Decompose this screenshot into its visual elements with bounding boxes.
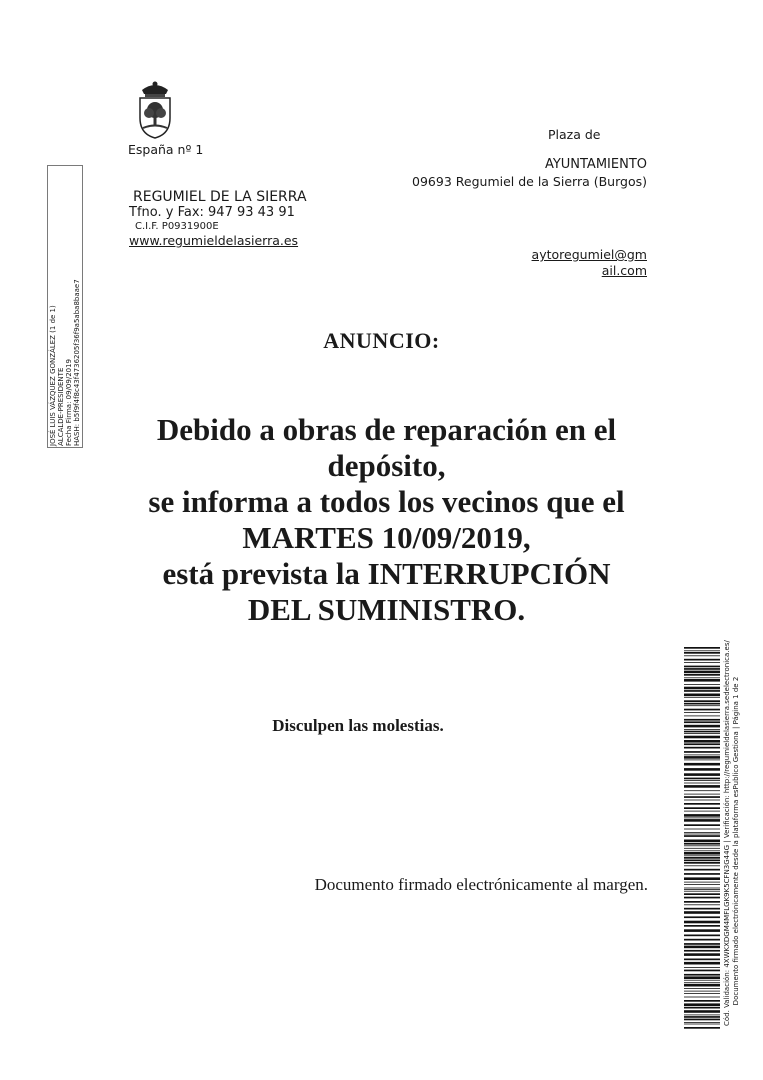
cif-number: C.I.F. P0931900E xyxy=(135,221,219,232)
body-line: Debido a obras de reparación en el xyxy=(156,412,617,447)
phone-fax: Tfno. y Fax: 947 93 43 91 xyxy=(129,205,295,220)
email-part-1: aytoregumiel@gm xyxy=(531,247,647,262)
announcement-body xyxy=(110,412,663,628)
barcode-icon xyxy=(684,647,720,1029)
validation-info xyxy=(723,640,741,1026)
signer-name: JOSÉ LUIS VÁZQUEZ GONZÁLEZ (1 de 1) xyxy=(49,305,57,446)
body-line: depósito, xyxy=(327,448,446,483)
street-address: España nº 1 xyxy=(128,142,204,157)
body-line: MARTES 10/09/2019, xyxy=(242,520,531,555)
signer-role: ALCALDE-PRESIDENTE xyxy=(57,367,65,446)
body-line: DEL SUMINISTRO. xyxy=(247,592,526,627)
body-line: se informa a todos los vecinos que el xyxy=(148,484,625,519)
postal-address: 09693 Regumiel de la Sierra (Burgos) xyxy=(412,174,647,189)
municipality-name: REGUMIEL DE LA SIERRA xyxy=(133,189,307,205)
body-line: está prevista la INTERRUPCIÓN xyxy=(162,556,611,591)
signature-hash: HASH: b5f9f4f8c43f4736205f36f9a5aba8baae7 xyxy=(73,279,81,446)
announcement-heading: ANUNCIO: xyxy=(323,328,440,353)
signature-details xyxy=(49,166,81,446)
signature-date: Fecha Firma: 09/09/2019 xyxy=(65,358,73,446)
ayuntamiento-label: AYUNTAMIENTO xyxy=(544,157,647,172)
signature-note: Documento firmado electrónicamente al margen. xyxy=(314,875,648,894)
coat-of-arms-icon xyxy=(136,78,174,140)
plaza-label: Plaza de xyxy=(548,127,601,142)
email-link[interactable] xyxy=(507,247,647,279)
website-link[interactable]: www.regumieldelasierra.es xyxy=(129,233,299,248)
platform-note: Documento firmado electrónicamente desde la plataforma esPublico Gestiona | Página 1 de 2 xyxy=(732,676,740,1006)
validation-code: Cód. Validación: 4XWKXDGM4MFLGK9K5CFN3G44G | Verificación: http://regumieldelasierra.sedelectronica.es/ xyxy=(723,640,731,1026)
email-part-2: ail.com xyxy=(601,263,647,278)
closing-text: Disculpen las molestias. xyxy=(272,716,444,735)
